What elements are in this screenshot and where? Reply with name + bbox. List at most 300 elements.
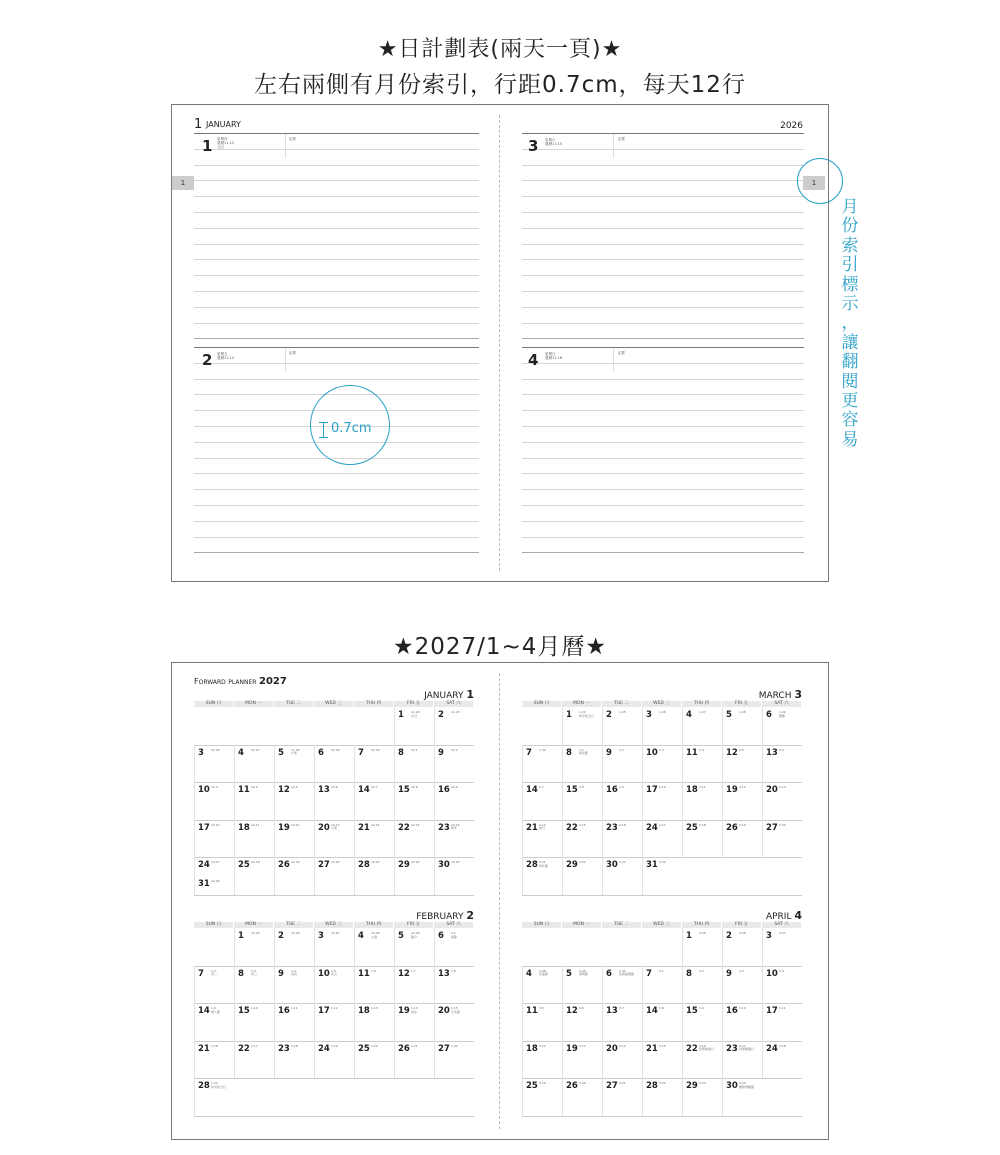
day-info: 星期日 農曆11.16 <box>545 352 563 360</box>
day-lunar: 2.24 <box>659 860 666 864</box>
index-note-char: 標 <box>841 274 859 295</box>
day-cell[interactable] <box>642 857 682 895</box>
day-number: 21 <box>358 822 370 833</box>
day-number: 25 <box>358 1043 370 1054</box>
day-cell[interactable] <box>314 928 354 966</box>
day-number: 12 <box>398 968 410 979</box>
weekday-header: TUE 二 <box>274 922 313 928</box>
day-number: 27 <box>318 860 330 870</box>
ruled-line <box>522 458 804 459</box>
ruled-line <box>613 134 614 158</box>
day-number: 20 <box>606 1043 618 1054</box>
day-cell[interactable] <box>394 707 434 745</box>
week-row-line <box>194 1078 474 1079</box>
ruled-line <box>522 537 804 538</box>
ruled-line <box>194 473 479 474</box>
day-lunar: 11.30 <box>371 747 380 752</box>
day-number: 10 <box>318 968 330 979</box>
day-cell[interactable] <box>274 928 314 966</box>
weekday-header: TUE 二 <box>602 922 641 928</box>
day-lunar: 12.25 <box>251 931 260 935</box>
spacing-marker-bottom-icon <box>319 437 328 438</box>
day-cell[interactable] <box>642 1078 682 1116</box>
day-cell[interactable] <box>274 782 314 820</box>
day-cell[interactable] <box>354 782 394 820</box>
day-cell[interactable] <box>354 745 394 783</box>
day-cell[interactable] <box>722 1078 762 1116</box>
day-number: 23 <box>438 822 450 833</box>
day-cell[interactable] <box>682 1078 722 1116</box>
day-lunar: 3.7 <box>619 1006 624 1010</box>
day-cell[interactable] <box>274 745 314 783</box>
day-lunar: 3.21 <box>619 1081 626 1085</box>
day-cell[interactable] <box>682 1041 722 1079</box>
day-cell[interactable] <box>602 1003 642 1041</box>
day-lunar: 1.17 <box>251 1043 258 1048</box>
day-number: 4 <box>238 747 244 758</box>
weekday-header: THU 四 <box>682 922 721 928</box>
day-lunar: 12.6 <box>331 785 338 789</box>
day-cell[interactable] <box>394 1003 434 1041</box>
index-note-char: 更 <box>841 391 859 411</box>
day-cell[interactable] <box>642 820 682 858</box>
day-cell[interactable] <box>314 857 354 895</box>
day-cell[interactable] <box>642 745 682 783</box>
day-cell[interactable] <box>354 1003 394 1041</box>
day-cell[interactable] <box>434 1003 474 1041</box>
day-number: 6 <box>318 747 324 758</box>
ruled-line <box>522 259 804 260</box>
day-cell[interactable] <box>762 1041 802 1079</box>
day-lunar: 11.24 元旦 <box>411 710 420 718</box>
day-lunar: 3.22 <box>659 1081 666 1085</box>
day-cell[interactable] <box>762 1003 802 1041</box>
ruled-line <box>613 348 614 372</box>
ruled-line <box>194 347 479 348</box>
day-cell[interactable] <box>234 782 274 820</box>
weekday-header: MON 一 <box>234 922 273 928</box>
day-number: 14 <box>198 1006 210 1016</box>
day-cell[interactable] <box>314 745 354 783</box>
day-cell[interactable] <box>682 928 722 966</box>
day-lunar: 3.2 <box>699 968 704 973</box>
month-calendar-march <box>522 688 802 898</box>
day-cell[interactable] <box>602 857 642 895</box>
day-number: 1 <box>238 931 244 941</box>
day-cell[interactable] <box>314 820 354 858</box>
day-cell[interactable] <box>314 1041 354 1079</box>
ruled-line <box>194 537 479 538</box>
day-lunar: 3.9 <box>699 1006 704 1010</box>
day-number: 16 <box>726 1006 738 1016</box>
day-cell[interactable] <box>762 928 802 966</box>
day-cell[interactable] <box>762 707 802 745</box>
day-cell[interactable] <box>394 782 434 820</box>
ruled-line <box>522 196 804 197</box>
day-number: 19 <box>726 785 738 795</box>
day-cell[interactable] <box>434 857 474 895</box>
ruled-line <box>522 347 804 348</box>
day-cell[interactable] <box>682 966 722 1004</box>
day-number: 24 <box>198 860 210 870</box>
weekday-header: THU 四 <box>354 922 393 928</box>
day-number: 11 <box>526 1006 538 1016</box>
day-number: 6 <box>438 931 444 941</box>
day-lunar: 2.12 <box>739 785 746 789</box>
day-cell[interactable] <box>314 782 354 820</box>
day-cell[interactable] <box>522 1078 562 1116</box>
day-lunar: 1.21 <box>411 1043 418 1048</box>
day-lunar: 12.23 <box>451 860 460 864</box>
weekday-header: THU 四 <box>682 701 721 707</box>
day-cell[interactable] <box>434 745 474 783</box>
ruled-line <box>194 552 479 553</box>
day-number: 8 <box>398 747 404 758</box>
day-cell[interactable] <box>602 966 642 1004</box>
day-cell[interactable] <box>602 1041 642 1079</box>
day-cell[interactable] <box>274 1003 314 1041</box>
day-cell[interactable] <box>722 1003 762 1041</box>
month-calendar-january <box>194 688 474 898</box>
day-cell[interactable] <box>434 782 474 820</box>
ruled-line <box>522 165 804 166</box>
day-cell[interactable] <box>642 1003 682 1041</box>
day-lunar: 3.15 <box>659 1043 666 1048</box>
weekday-header: WED 三 <box>642 922 681 928</box>
day-cell[interactable] <box>562 1003 602 1041</box>
day-lunar: 12.4 <box>251 785 258 789</box>
day-cell[interactable] <box>194 745 234 783</box>
day-cell[interactable] <box>194 1078 234 1116</box>
day-number: 13 <box>318 785 330 795</box>
day-cell[interactable] <box>682 745 722 783</box>
day-cell[interactable] <box>682 1003 722 1041</box>
day-cell[interactable] <box>522 782 562 820</box>
day-lunar: 2.13 <box>779 785 786 789</box>
ruled-line <box>522 180 804 181</box>
day-cell[interactable] <box>394 745 434 783</box>
day-number: 16 <box>278 1006 290 1016</box>
ruled-line <box>194 165 479 166</box>
day-number: 18 <box>526 1043 538 1054</box>
day-number: 27 <box>766 822 778 833</box>
day-cell[interactable] <box>274 857 314 895</box>
day-lunar: 1.8 <box>451 968 456 973</box>
memo-label: 記要 <box>289 137 296 141</box>
day-number: 2 <box>438 710 444 720</box>
day-cell[interactable] <box>562 1078 602 1116</box>
day-cell[interactable] <box>434 820 474 858</box>
day-lunar: 1.22 <box>451 1043 458 1048</box>
day-cell[interactable] <box>762 782 802 820</box>
ruled-line <box>194 363 479 364</box>
day-number: 23 <box>278 1043 290 1054</box>
day-cell[interactable] <box>194 820 234 858</box>
day-lunar: 1.11 <box>291 1006 298 1010</box>
day-lunar: 12.2 <box>451 747 458 752</box>
day-number: 18 <box>686 785 698 795</box>
day-cell[interactable] <box>722 928 762 966</box>
day-lunar: 1.25 <box>619 710 626 714</box>
month-index-tab-left[interactable]: 1 <box>172 176 194 190</box>
day-lunar: 2.2 <box>619 747 624 752</box>
index-note-char: 月 <box>841 197 859 217</box>
day-number: 21 <box>198 1043 210 1054</box>
day-cell[interactable] <box>562 857 602 895</box>
day-lunar: 2.4 <box>699 747 704 752</box>
day-cell[interactable] <box>722 707 762 745</box>
day-cell[interactable] <box>562 820 602 858</box>
weekday-header: WED 三 <box>314 701 353 707</box>
day-cell[interactable] <box>722 820 762 858</box>
weekday-header: FRI 五 <box>394 701 433 707</box>
day-cell[interactable] <box>314 1003 354 1041</box>
day-number: 1 <box>686 931 692 941</box>
day-number: 20 <box>318 822 330 833</box>
ruled-line <box>522 291 804 292</box>
day-number: 24 <box>646 822 658 833</box>
day-cell[interactable] <box>194 782 234 820</box>
day-number: 29 <box>398 860 410 870</box>
day-lunar: 11.27 <box>251 747 260 752</box>
day-cell[interactable] <box>274 966 314 1004</box>
ruled-line <box>522 149 804 150</box>
day-number: 2 <box>278 931 284 941</box>
day-lunar: 3.3 <box>739 968 744 973</box>
day-number: 25 <box>526 1081 538 1091</box>
day-cell[interactable] <box>722 745 762 783</box>
index-callout <box>797 158 843 204</box>
day-cell[interactable] <box>354 928 394 966</box>
day-cell[interactable] <box>602 707 642 745</box>
day-cell[interactable] <box>434 1041 474 1079</box>
ruled-line <box>194 259 479 260</box>
day-lunar: 2.29 清明節 <box>579 968 589 977</box>
day-lunar: 12.7 <box>371 785 378 789</box>
weekday-header: FRI 五 <box>394 922 433 928</box>
day-number: 5 <box>398 931 404 941</box>
day-lunar: 12.9 <box>451 785 458 789</box>
weekday-header: MON 一 <box>234 701 273 707</box>
day-cell[interactable] <box>642 966 682 1004</box>
day-lunar: 12.28 立春 <box>371 931 380 939</box>
day-number: 9 <box>438 747 444 758</box>
day-cell[interactable] <box>602 1078 642 1116</box>
day-lunar: 12.16 尾牙 <box>451 822 460 831</box>
day-lunar: 12.20 <box>331 860 340 864</box>
day-cell[interactable] <box>194 876 234 895</box>
day-number: 23 <box>726 1043 738 1054</box>
day-number: 9 <box>726 968 732 979</box>
spacing-label: 0.7cm <box>331 421 372 436</box>
day-lunar: 12.12 <box>291 822 300 827</box>
day-lunar: 2.30 民族掃墓節 <box>619 968 635 977</box>
day-cell[interactable] <box>522 745 562 783</box>
day-number: 4 <box>528 351 539 369</box>
day-cell[interactable] <box>762 966 802 1004</box>
day-cell[interactable] <box>602 745 642 783</box>
ruled-line <box>522 323 804 324</box>
day-number: 25 <box>686 822 698 833</box>
day-cell[interactable] <box>562 707 602 745</box>
day-cell[interactable] <box>234 1041 274 1079</box>
day-info: 星期四 農曆11.13 元旦 <box>217 137 235 149</box>
day-number: 21 <box>646 1043 658 1054</box>
day-number: 2 <box>202 351 213 369</box>
day-lunar: 3.16 世界地球日 <box>699 1043 715 1052</box>
day-lunar: 12.19 <box>291 860 300 864</box>
title-calendar: ★2027/1~4月曆★ <box>392 634 608 660</box>
day-cell[interactable] <box>642 1041 682 1079</box>
day-cell[interactable] <box>562 1041 602 1079</box>
ruled-line <box>522 228 804 229</box>
daily-planner-spread <box>171 104 829 582</box>
day-lunar: 1.20 <box>371 1043 378 1048</box>
day-lunar: 3.6 <box>579 1006 584 1010</box>
day-lunar: 12.24 <box>211 879 220 883</box>
day-cell[interactable] <box>234 820 274 858</box>
day-lunar: 3.19 <box>539 1081 546 1085</box>
day-cell[interactable] <box>722 782 762 820</box>
day-cell[interactable] <box>234 1003 274 1041</box>
day-lunar: 1.1 春節 <box>451 931 458 939</box>
day-cell[interactable] <box>354 966 394 1004</box>
day-cell[interactable] <box>602 782 642 820</box>
day-lunar: 3.4 <box>779 968 784 973</box>
day-number: 8 <box>566 747 572 758</box>
ruled-line <box>522 521 804 522</box>
day-cell[interactable] <box>434 966 474 1004</box>
day-lunar: 1.29 驚蟄 <box>779 710 786 718</box>
ruled-line <box>522 212 804 213</box>
day-cell[interactable] <box>682 820 722 858</box>
day-cell[interactable] <box>274 820 314 858</box>
day-cell[interactable] <box>562 782 602 820</box>
day-lunar: 3.12 <box>539 1043 546 1048</box>
day-lunar: 11.28 小寒 <box>291 747 300 756</box>
day-cell[interactable] <box>522 966 562 1004</box>
day-lunar: 1.6 <box>371 968 376 973</box>
day-cell[interactable] <box>274 1041 314 1079</box>
day-cell[interactable] <box>522 857 562 895</box>
day-number: 22 <box>686 1043 698 1054</box>
day-lunar: 3.10 <box>739 1006 746 1010</box>
year-label: 2026 <box>780 121 803 131</box>
day-number: 5 <box>726 710 732 720</box>
index-note-char: 引 <box>841 255 859 276</box>
memo-label: 記要 <box>618 351 625 355</box>
day-cell[interactable] <box>722 966 762 1004</box>
day-cell[interactable] <box>354 1041 394 1079</box>
day-number: 17 <box>318 1006 330 1016</box>
ruled-line <box>194 133 479 134</box>
day-cell[interactable] <box>762 745 802 783</box>
day-lunar: 2.9 <box>619 785 624 789</box>
day-number: 8 <box>238 968 244 979</box>
weekday-header: SAT 六 <box>762 701 801 707</box>
day-cell[interactable] <box>434 707 474 745</box>
day-cell[interactable] <box>234 857 274 895</box>
day-number: 31 <box>646 860 658 870</box>
day-number: 22 <box>238 1043 250 1054</box>
day-cell[interactable] <box>194 1041 234 1079</box>
day-number: 25 <box>238 860 250 870</box>
day-cell[interactable] <box>394 820 434 858</box>
day-cell[interactable] <box>194 1003 234 1041</box>
day-number: 14 <box>358 785 370 795</box>
day-cell[interactable] <box>394 857 434 895</box>
day-lunar: 12.22 <box>411 860 420 864</box>
day-cell[interactable] <box>394 966 434 1004</box>
day-lunar: 1.4 初四 <box>291 968 298 977</box>
day-cell[interactable] <box>602 820 642 858</box>
day-number: 27 <box>606 1081 618 1091</box>
day-lunar: 2.20 <box>779 822 786 827</box>
day-lunar: 2.10 <box>659 785 666 789</box>
ruled-line <box>194 307 479 308</box>
day-lunar: 1.24 和平紀念日 <box>579 710 595 718</box>
day-cell[interactable] <box>234 745 274 783</box>
day-number: 31 <box>198 879 210 889</box>
calendar-spread <box>171 662 829 1140</box>
day-cell[interactable] <box>394 1041 434 1079</box>
day-number: 15 <box>398 785 410 795</box>
day-number: 10 <box>766 968 778 979</box>
day-number: 4 <box>686 710 692 720</box>
day-lunar: 1.7 <box>411 968 416 973</box>
weekday-header: MON 一 <box>562 922 601 928</box>
day-number: 1 <box>202 137 213 155</box>
day-cell[interactable] <box>314 966 354 1004</box>
day-lunar: 1.18 <box>291 1043 298 1048</box>
day-lunar: 12.18 <box>251 860 260 864</box>
day-cell[interactable] <box>722 1041 762 1079</box>
day-cell[interactable] <box>234 966 274 1004</box>
day-cell[interactable] <box>682 782 722 820</box>
day-number: 10 <box>198 785 210 795</box>
day-lunar: 2.7 <box>539 785 544 789</box>
ruled-line <box>194 379 479 380</box>
ruled-line <box>522 489 804 490</box>
day-lunar: 2.15 <box>579 822 586 827</box>
day-cell[interactable] <box>434 928 474 966</box>
day-number: 26 <box>726 822 738 833</box>
day-cell[interactable] <box>762 820 802 858</box>
weekday-header: SAT 六 <box>762 922 801 928</box>
day-cell[interactable] <box>522 1003 562 1041</box>
weekday-header: SAT 六 <box>434 701 473 707</box>
day-cell[interactable] <box>234 928 274 966</box>
day-cell[interactable] <box>394 928 434 966</box>
ruled-line <box>522 505 804 506</box>
day-number: 6 <box>766 710 772 720</box>
day-cell[interactable] <box>562 745 602 783</box>
day-number: 9 <box>278 968 284 979</box>
day-cell[interactable] <box>194 966 234 1004</box>
day-number: 22 <box>398 822 410 833</box>
day-cell[interactable] <box>354 857 394 895</box>
day-number: 16 <box>606 785 618 795</box>
month-index-tab-right[interactable]: 1 <box>803 176 825 190</box>
day-cell[interactable] <box>642 707 682 745</box>
day-cell[interactable] <box>562 966 602 1004</box>
day-cell[interactable] <box>682 707 722 745</box>
day-cell[interactable] <box>642 782 682 820</box>
day-cell[interactable] <box>354 820 394 858</box>
day-number: 6 <box>606 968 612 979</box>
day-cell[interactable] <box>522 1041 562 1079</box>
day-cell[interactable] <box>522 820 562 858</box>
